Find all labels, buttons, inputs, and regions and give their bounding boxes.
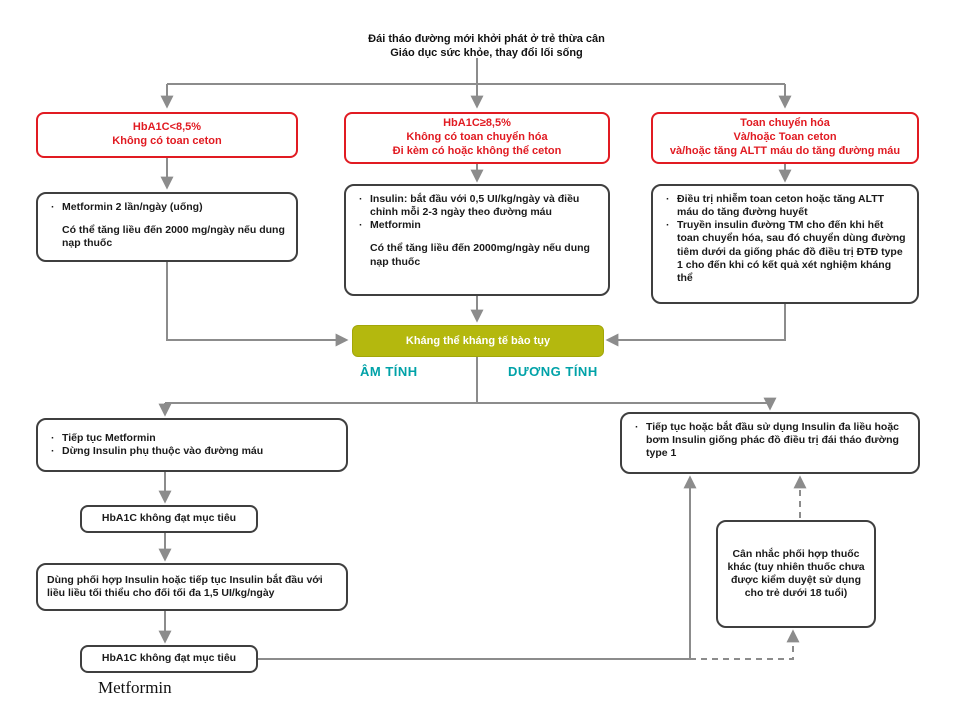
positive-step-insulin-regimen [620,412,920,474]
antibody-label: Kháng thể kháng tế bào tụy [405,335,551,347]
positive-consider-other-drugs [716,520,876,628]
criteria-3-line-2: Và/hoặc Toan ceton [733,131,837,144]
connector-treatment1-antibody [167,262,346,340]
treatment-2-bullet-1: · Insulin: bắt đầu với 0,5 UI/kg/ngày và điều chỉnh mỗi 2-3 ngày theo đường máu [355,193,599,219]
negative-step1-bullet-1: · Tiếp tục Metformin [47,432,337,445]
connector-feedback-dashed-1 [690,632,793,659]
treatment-2-note: Có thể tăng liều đến 2000mg/ngày nếu dung nạp thuốc [370,242,590,268]
negative-step-hba1c-not-target-1: HbA1C không đạt mục tiêu [80,505,258,533]
criteria-3-line-3: và/hoặc tăng ALTT máu do tăng đường máu [669,144,901,157]
outcome-positive-label: DƯƠNG TÍNH [508,364,598,379]
treatment-3-bullet-1: · Điều trị nhiễm toan ceton hoặc tăng ALTT máu do tăng đường huyết [662,193,908,219]
title-line-1: Đái tháo đường mới khởi phát ở trẻ thừa cân [368,33,605,45]
footer-caption: Metformin [98,678,172,697]
criteria-2-line-3: Đi kèm có hoặc không thể ceton [392,144,562,157]
treatment-box-ketoacidosis [651,184,919,304]
criteria-1-line-1: HbA1C<8,5% [132,121,202,134]
negative-step-hba1c-not-target-2: HbA1C không đạt mục tiêu [80,645,258,673]
negative-step-add-insulin [36,563,348,611]
outcome-negative-label: ÂM TÍNH [360,364,418,379]
criteria-box-hba1c-low [36,112,298,158]
criteria-box-hba1c-high [344,112,610,164]
treatment-3-bullet-2: · Truyền insulin đường TM cho đến khi hết toan chuyển hóa, sau đó chuyển dùng đường tiêm dưới da giống phác đồ điều trị ĐTĐ type 1 cho đến khi có kết quả xét nghiệm kháng thể [662,219,908,285]
negative-step3-text: Dùng phối hợp Insulin hoặc tiếp tục Insulin bắt đầu với liều liều tối thiểu cho đối tối đa 1,5 UI/kg/ngày [47,573,323,599]
negative-step1-bullet-2: · Dừng Insulin phụ thuộc vào đường máu [47,445,337,458]
positive-step1-bullet-1: · Tiếp tục hoặc bắt đầu sử dụng Insulin đa liều hoặc bơm Insulin giống phác đồ điều trị đái tháo đường type 1 [631,421,909,460]
connector-treatment3-antibody [608,304,785,340]
page-title [0,32,973,61]
title-line-2: Giáo dục sức khỏe, thay đổi lối sống [390,47,583,60]
criteria-2-line-2: Không có toan chuyển hóa [406,131,548,144]
criteria-1-line-2: Không có toan ceton [112,135,222,147]
criteria-box-acidosis [651,112,919,164]
treatment-2-bullet-2: · Metformin [355,219,599,232]
negative-step-continue-metformin [36,418,348,472]
consider-text: Cân nhắc phối hợp thuốc khác (tuy nhiên thuốc chưa được kiểm duyệt sử dụng cho trẻ dưới 18 tuổi) [727,547,865,600]
treatment-box-metformin [36,192,298,262]
treatment-box-insulin-metformin [344,184,610,296]
criteria-2-line-1: HbA1C≥8,5% [443,117,511,130]
antibody-decision-box [352,325,604,357]
criteria-3-line-1: Toan chuyển hóa [740,117,830,130]
treatment-1-bullet-1: · Metformin 2 lần/ngày (uống) [47,201,287,214]
treatment-1-note: Có thể tăng liều đến 2000 mg/ngày nếu dung nạp thuốc [62,224,285,250]
